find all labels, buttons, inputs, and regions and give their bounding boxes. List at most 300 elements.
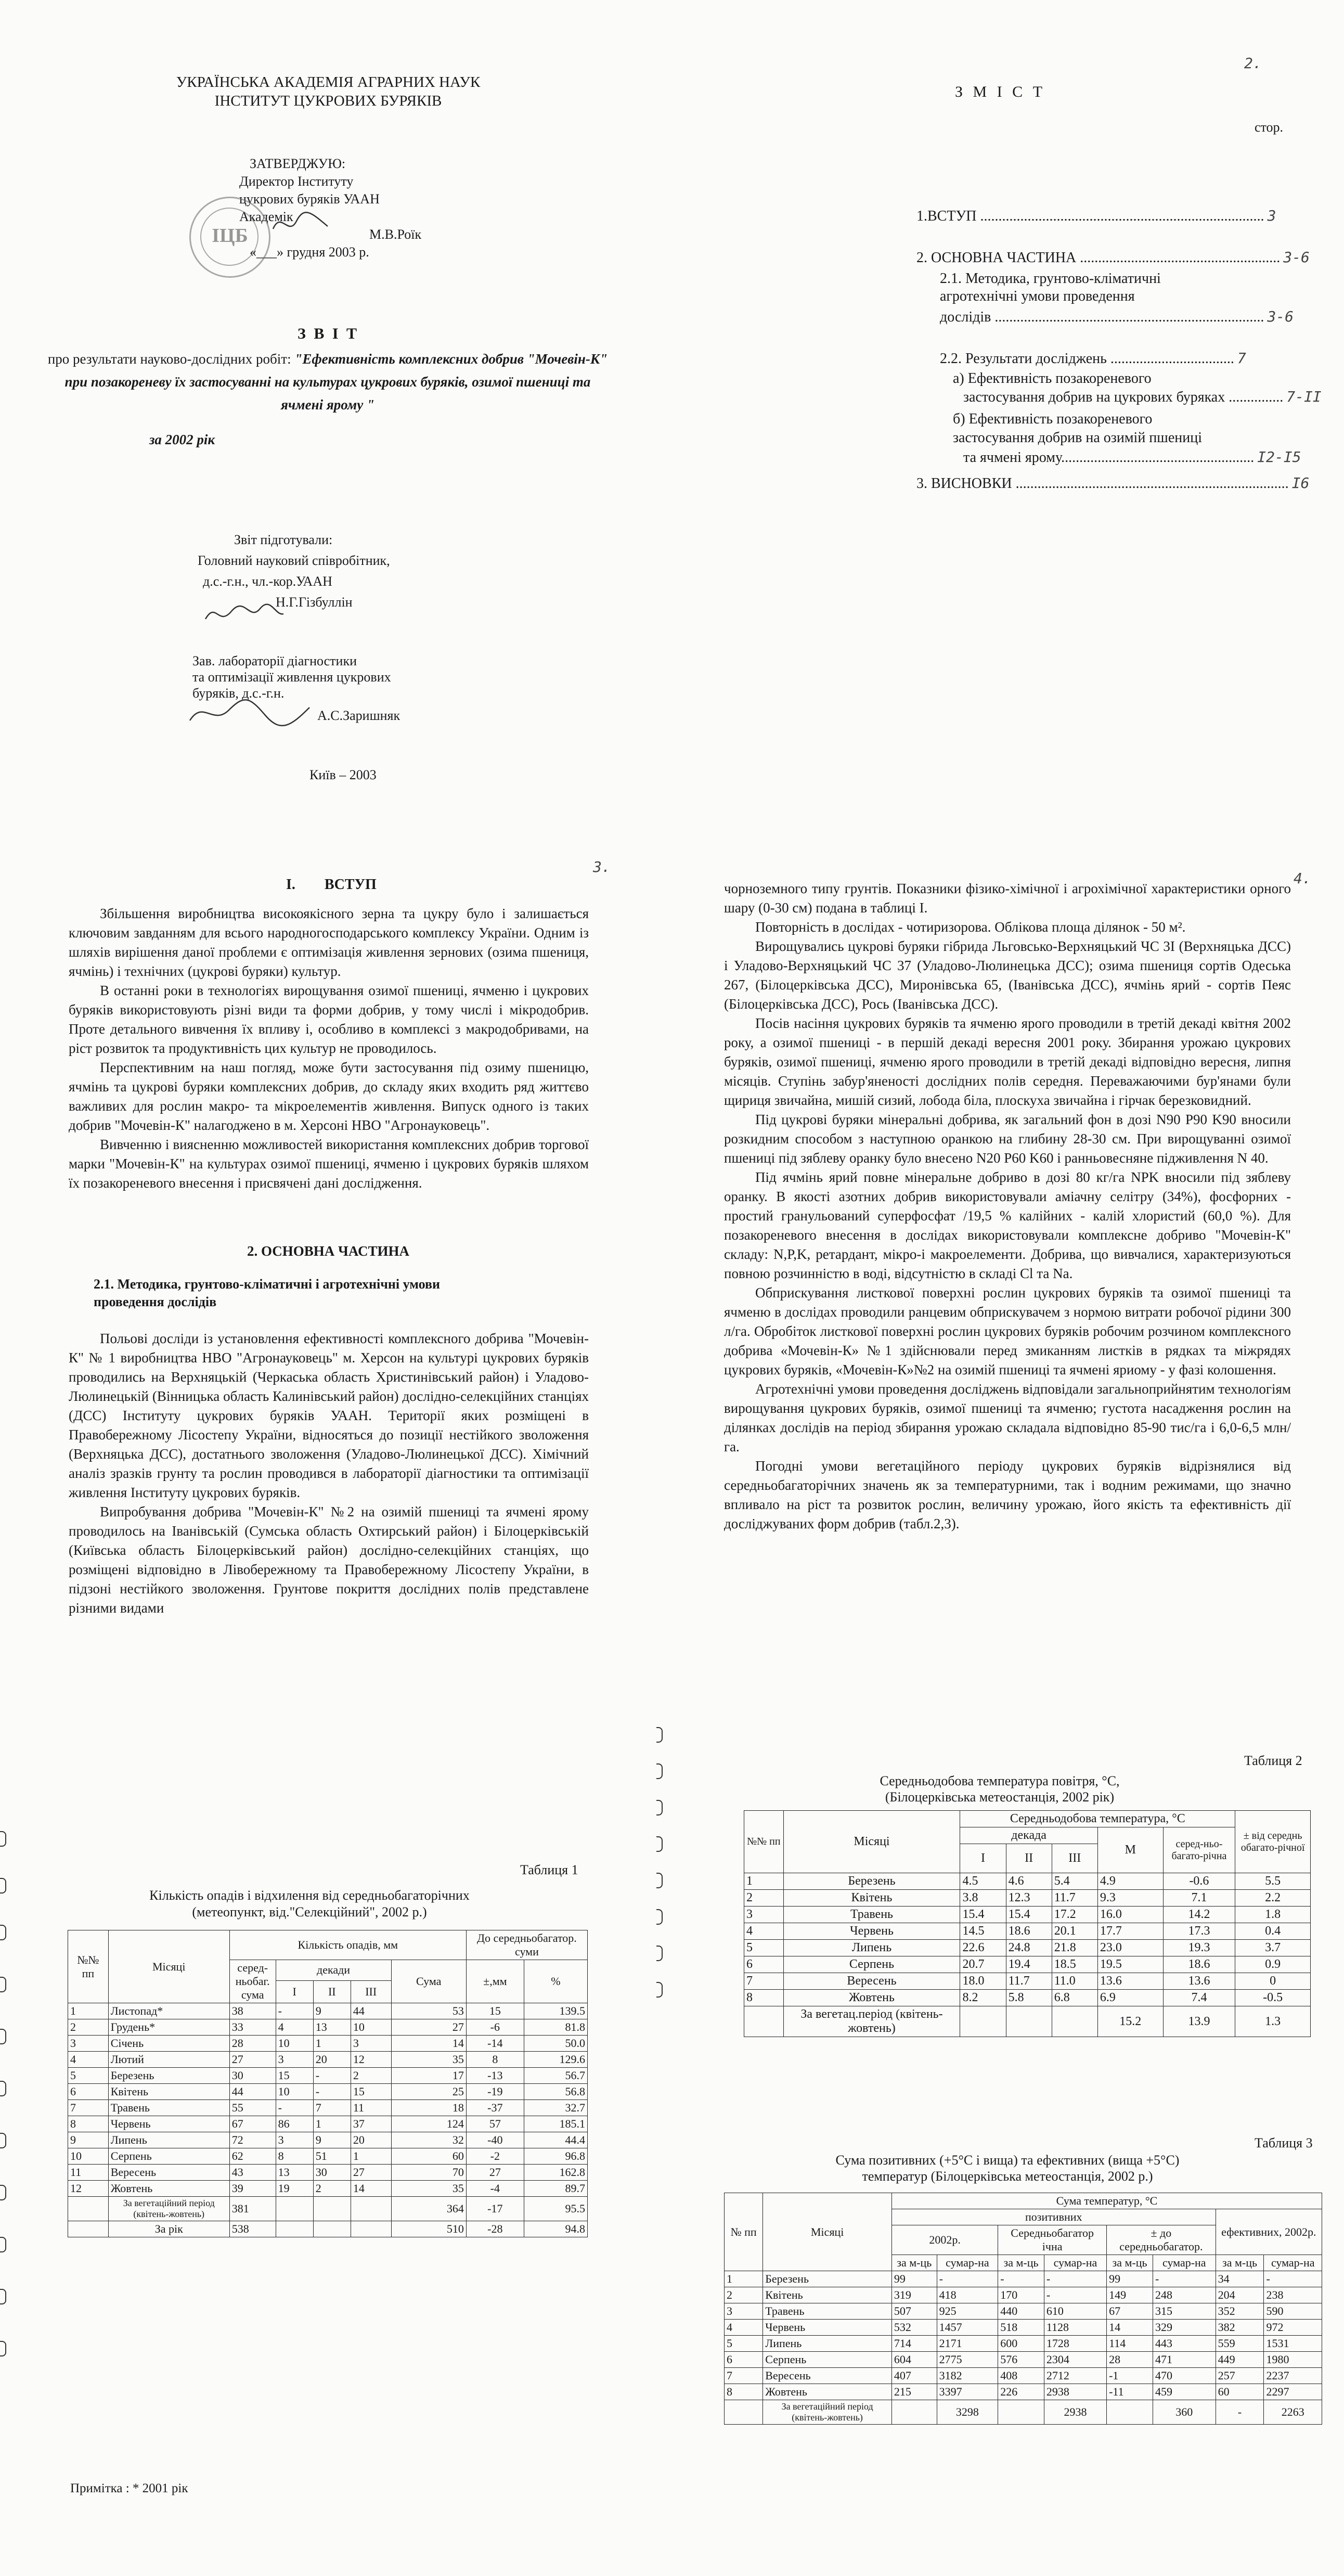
table-cell: 3.8 xyxy=(960,1890,1006,1907)
table-cell: 99 xyxy=(891,2271,937,2287)
table-cell: Серпень xyxy=(783,1956,960,1973)
table-cell: 35 xyxy=(391,2181,466,2197)
table-cell: 600 xyxy=(998,2336,1044,2352)
table-cell: 14.5 xyxy=(960,1923,1006,1940)
toc-item[interactable]: дослідів .......................................................................... 3-6 xyxy=(940,308,1294,325)
table-row xyxy=(744,1890,1311,1907)
paragraph: Посів насіння цукрових буряків та ячменю ярого проводили в третій декаді квітня 2002 року, а озимої пшениці - в першій декаді вересня 2001 року. Збирання урожаю цукрових буряків, озимої пшениці, ячменю ярого проводили в третій декаді відповідно вересня, липня місяців. Ступінь забур'яненості дослідних полів середня. Переважаючими бур'янами були щириця звичайна, мишій сизий, лобода біла, плоскуха звичайна і гірчак березковидний. xyxy=(724,1015,1291,1108)
table-cell: 3 xyxy=(276,2052,313,2068)
col-header: % xyxy=(524,1960,587,2003)
table-cell: 2 xyxy=(725,2287,763,2303)
table-row xyxy=(725,2287,1322,2303)
intro-page xyxy=(0,843,656,1706)
paragraph: Обприскування листкової поверхні рослин цукрових буряків та озимої пшениці та ячменю в дослідах проводили ранцевим обприскувачем з нормою витрати робочої рідини 300 л/га. Обробіток листкової поверхні рослин цукрових буряків робочим розчином комплексного добрива «Мочевін-К» №1 здійснювали перед змиканням листків в рядках та міжрядях цукрових буряків, «Мочевін-К»№2 на озимій пшениці та ячмені яриому - у фазі колошення. xyxy=(724,1285,1291,1377)
table-cell: 11.0 xyxy=(1052,1973,1097,1990)
table-cell: 15 xyxy=(276,2068,313,2084)
table-cell: 9 xyxy=(313,2003,351,2019)
section-heading: I. ВСТУП xyxy=(286,877,377,893)
table-cell: 13.6 xyxy=(1097,1973,1163,1990)
table-cell: 162.8 xyxy=(524,2165,587,2181)
page-number: 2. xyxy=(1244,55,1262,72)
author1-signature xyxy=(203,601,286,629)
table-cell: 470 xyxy=(1153,2368,1216,2384)
author1-position: Головний науковий співробітник, xyxy=(198,553,390,568)
table-cell: - xyxy=(1264,2271,1322,2287)
table-cell: 2171 xyxy=(937,2336,998,2352)
table-cell: 185.1 xyxy=(524,2116,587,2132)
table-cell: 6 xyxy=(68,2084,109,2100)
table-cell: -0.6 xyxy=(1163,1873,1235,1890)
table-cell: Червень xyxy=(763,2320,892,2336)
toc-list xyxy=(656,0,1344,843)
table-cell: 19.4 xyxy=(1006,1956,1052,1973)
col-header: II xyxy=(1006,1844,1052,1873)
table-cell: 15 xyxy=(351,2084,391,2100)
table-cell: 5.4 xyxy=(1052,1873,1097,1890)
table-cell: 44.4 xyxy=(524,2132,587,2148)
table-row xyxy=(68,2019,588,2036)
table-cell: Червень xyxy=(108,2116,229,2132)
table-cell: -1 xyxy=(1107,2368,1153,2384)
table-note: Примітка : * 2001 рік xyxy=(70,2481,188,2495)
table-cell: 129.6 xyxy=(524,2052,587,2068)
table-cell: 9 xyxy=(68,2132,109,2148)
table-cell: 559 xyxy=(1216,2336,1264,2352)
table-cell: 440 xyxy=(998,2303,1044,2320)
author2-signature xyxy=(187,694,312,731)
col-header: ефективних, 2002р. xyxy=(1216,2209,1322,2255)
paragraph: Перспективним на наш погляд, може бути застосування під озиму пшеницю, ячмінь та цукрові буряки комплексних добрив, до складу яких входить ряд життєво важливих для рослин макро- та мікроелементів живлення. Випуск одного із таких добрив "Мочевін-К" налагоджено в м. Херсоні НВО "Агронауковець". xyxy=(69,1060,589,1133)
table-cell: 315 xyxy=(1153,2303,1216,2320)
table-row xyxy=(68,2003,588,2019)
table-cell: 124 xyxy=(391,2116,466,2132)
table-cell: 2304 xyxy=(1044,2352,1106,2368)
table-row xyxy=(725,2336,1322,2352)
table-cell: 590 xyxy=(1264,2303,1322,2320)
table-cell: 518 xyxy=(998,2320,1044,2336)
table-cell: 3397 xyxy=(937,2384,998,2400)
table-cell: 319 xyxy=(891,2287,937,2303)
table-cell: 89.7 xyxy=(524,2181,587,2197)
table-cell: 5 xyxy=(744,1940,784,1956)
table-cell: Липень xyxy=(108,2132,229,2148)
table-row xyxy=(68,2181,588,2197)
table-cell: 18.6 xyxy=(1006,1923,1052,1940)
table-cell: 1128 xyxy=(1044,2320,1106,2336)
table-cell: 4.5 xyxy=(960,1873,1006,1890)
table-cell: 449 xyxy=(1216,2352,1264,2368)
col-header: ± до середньобагатор. xyxy=(1107,2225,1216,2255)
table-cell: 11 xyxy=(351,2100,391,2116)
table-cell: 7 xyxy=(725,2368,763,2384)
table-cell: 28 xyxy=(229,2036,276,2052)
col-header: I xyxy=(276,1980,313,2003)
table-cell: 37 xyxy=(351,2116,391,2132)
table-cell: 86 xyxy=(276,2116,313,2132)
table-cell: 8 xyxy=(466,2052,524,2068)
table-cell: 60 xyxy=(391,2148,466,2165)
table-cell: - xyxy=(1044,2287,1106,2303)
table-cell: 4 xyxy=(725,2320,763,2336)
table-cell: 11.7 xyxy=(1006,1973,1052,1990)
table-cell: - xyxy=(937,2271,998,2287)
col-header: ±,мм xyxy=(466,1960,524,2003)
table-cell: 13 xyxy=(276,2165,313,2181)
table-cell: 15.4 xyxy=(960,1907,1006,1923)
toc-item[interactable]: 2. ОСНОВНА ЧАСТИНА ....................................................... 3-6 xyxy=(916,249,1310,266)
table-row xyxy=(725,2303,1322,2320)
table-cell: 0 xyxy=(1235,1973,1311,1990)
table-cell: 2237 xyxy=(1264,2368,1322,2384)
table-cell: 329 xyxy=(1153,2320,1216,2336)
table-cell: 6.9 xyxy=(1097,1990,1163,2006)
toc-item[interactable]: та ячмені ярому..................................................... I2-I5 xyxy=(963,448,1301,466)
table-cell: 32.7 xyxy=(524,2100,587,2116)
toc-item[interactable]: 1.ВСТУП .............................................................................. 3 xyxy=(916,207,1276,224)
report-subject-intro: про результати науково-дослідних робіт: xyxy=(47,351,295,367)
col-header: I xyxy=(960,1844,1006,1873)
table-cell: 56.7 xyxy=(524,2068,587,2084)
table-cell: 1 xyxy=(313,2116,351,2132)
table-cell: 27 xyxy=(466,2165,524,2181)
approve-date: «___» грудня 2003 р. xyxy=(250,244,369,260)
table-cell: -4 xyxy=(466,2181,524,2197)
temperature-sums-table xyxy=(724,2193,1322,2425)
table-cell: 27 xyxy=(229,2052,276,2068)
stamp-text: ІЦБ xyxy=(212,225,248,247)
table-cell: 15 xyxy=(466,2003,524,2019)
table-cell: 21.8 xyxy=(1052,1940,1097,1956)
table-cell: 99 xyxy=(1107,2271,1153,2287)
table-cell: 3 xyxy=(351,2036,391,2052)
table-cell: 2938 xyxy=(1044,2384,1106,2400)
paragraph: Під цукрові буряки мінеральні добрива, як загальний фон в дозі N90 P90 K90 вносили розкидним способом з наступною оранкою на глибину 28-30 см. При вирощуванні озимої пшениці під зяблеву оранку було внесено N20 P60 K60 і ранньовесняне підживлення N 40. xyxy=(724,1112,1291,1166)
title-page xyxy=(0,0,656,843)
table-row xyxy=(744,1907,1311,1923)
table-cell: 33 xyxy=(229,2019,276,2036)
table-cell: 3 xyxy=(725,2303,763,2320)
table-cell: - xyxy=(1044,2271,1106,2287)
table-cell: 408 xyxy=(998,2368,1044,2384)
table-cell: 81.8 xyxy=(524,2019,587,2036)
table-row: За вегетаційний період (квітень-жовтень) 381 364 -17 95.5 xyxy=(68,2197,588,2221)
table-cell: Травень xyxy=(108,2100,229,2116)
table-cell: 0.9 xyxy=(1235,1956,1311,1973)
precipitation-table xyxy=(68,1930,588,2237)
table-cell: 24.8 xyxy=(1006,1940,1052,1956)
table-cell: 57 xyxy=(466,2116,524,2132)
table-title: Сума позитивних (+5°С і вища) та ефективних (вища +5°С) температур (Білоцерківська метеостанція, 2002 р.) xyxy=(835,2153,1180,2184)
table-cell: Червень xyxy=(783,1923,960,1940)
table-cell: Квітень xyxy=(783,1890,960,1907)
table-row xyxy=(68,2165,588,2181)
table-cell: 11.7 xyxy=(1052,1890,1097,1907)
table-cell: 96.8 xyxy=(524,2148,587,2165)
col-header: №№ пп xyxy=(744,1811,784,1873)
table-cell: 7.1 xyxy=(1163,1890,1235,1907)
table-cell: 14.2 xyxy=(1163,1907,1235,1923)
table-cell: 30 xyxy=(313,2165,351,2181)
table-cell: 18.5 xyxy=(1052,1956,1097,1973)
table-cell: 18.6 xyxy=(1163,1956,1235,1973)
table-cell: Грудень* xyxy=(108,2019,229,2036)
table-cell: 17.7 xyxy=(1097,1923,1163,1940)
authors-block xyxy=(198,530,390,613)
table-cell: Квітень xyxy=(108,2084,229,2100)
col-header: за м-ць xyxy=(1107,2255,1153,2271)
table-cell: 8 xyxy=(276,2148,313,2165)
table-row xyxy=(68,2116,588,2132)
toc-item[interactable]: 3. ВИСНОВКИ ........................................................................... I6 xyxy=(916,474,1310,492)
table-cell: Травень xyxy=(763,2303,892,2320)
table-cell: 12 xyxy=(68,2181,109,2197)
table-cell: 15.4 xyxy=(1006,1907,1052,1923)
col-header: Сума xyxy=(391,1960,466,2003)
table-cell: 12.3 xyxy=(1006,1890,1052,1907)
report-topic: "Ефективність комплексних добрив "Мочевін-К" при позакореневу їх застосуванні на культурах цукрових буряків, озимої пшениці та ячмені ярому " xyxy=(64,351,608,413)
table-cell: 8 xyxy=(68,2116,109,2132)
table-row xyxy=(744,1873,1311,1890)
table-row xyxy=(744,1973,1311,1990)
table-row xyxy=(744,1990,1311,2006)
table-cell: 215 xyxy=(891,2384,937,2400)
table-cell: 7 xyxy=(68,2100,109,2116)
page-number: 4. xyxy=(1294,870,1311,887)
author2-line: Зав. лабораторії діагностики xyxy=(192,653,357,668)
table-cell: 2775 xyxy=(937,2352,998,2368)
paragraph: Вирощувались цукрові буряки гібрида Льговсько-Верхняцький ЧС 3I (Верхняцька ДСС) і Уладово-Верхняцький ЧС 37 (Уладово-Люлинецька ДСС); озима пшениця сортів Одеська 267, (Білоцерківська ДСС), Миронівська 65, (Іванівська ДСС), ячмінь ярий - сортів Пеяс (Білоцерківська ДСС), Рось (Іванівська ДСС). xyxy=(724,938,1291,1012)
report-title: З В І Т xyxy=(297,325,359,342)
table-cell: 67 xyxy=(229,2116,276,2132)
table-cell: Жовтень xyxy=(108,2181,229,2197)
table-row xyxy=(744,1940,1311,1956)
intro-text xyxy=(69,904,589,1193)
table-cell: 418 xyxy=(937,2287,998,2303)
col-header: сумар-на xyxy=(1264,2255,1322,2271)
table-cell: 18.0 xyxy=(960,1973,1006,1990)
table-cell: 38 xyxy=(229,2003,276,2019)
col-header: Середньобагатор ічна xyxy=(998,2225,1107,2255)
table-cell: 20 xyxy=(351,2132,391,2148)
table-cell: 70 xyxy=(391,2165,466,2181)
table-cell: 507 xyxy=(891,2303,937,2320)
approver-line: цукрових буряків УААН xyxy=(239,191,380,207)
table-cell: 1 xyxy=(68,2003,109,2019)
table-cell: 62 xyxy=(229,2148,276,2165)
table-cell: Липень xyxy=(763,2336,892,2352)
table-cell: 1980 xyxy=(1264,2352,1322,2368)
table-row xyxy=(725,2320,1322,2336)
table-cell: 8 xyxy=(725,2384,763,2400)
table-cell: 2 xyxy=(351,2068,391,2084)
table-cell: Березень xyxy=(763,2271,892,2287)
table-cell: 972 xyxy=(1264,2320,1322,2336)
table-cell: 2 xyxy=(68,2019,109,2036)
table-cell: 604 xyxy=(891,2352,937,2368)
table-cell: 22.6 xyxy=(960,1940,1006,1956)
toc-item: 2.1. Методика, грунтово-кліматичні xyxy=(940,271,1161,287)
col-header: за м-ць xyxy=(1216,2255,1264,2271)
col-header: сумар-на xyxy=(1153,2255,1216,2271)
table-cell: 204 xyxy=(1216,2287,1264,2303)
paragraph: В останні роки в технологіях вирощування озимої пшениці, ячменю і цукрових буряків використовують різні види та форми добрив, у тому числі і мікродобрив. Проте детального вивчення їх впливу і, особливо в комплексі з макродобривами, на ріст розвиток та продуктивність цих культур не проводилось. xyxy=(69,983,589,1056)
table-label: Таблиця 1 xyxy=(520,1862,578,1877)
table-cell: 238 xyxy=(1264,2287,1322,2303)
table-cell: -0.5 xyxy=(1235,1990,1311,2006)
table-cell: 20.7 xyxy=(960,1956,1006,1973)
col-header: Місяці xyxy=(763,2193,892,2271)
table-cell: 0.4 xyxy=(1235,1923,1311,1940)
table-row xyxy=(725,2368,1322,2384)
col-header: декади xyxy=(276,1960,391,1981)
toc-item: застосування добрив на озимій пшениці xyxy=(953,430,1203,446)
toc-item: а) Ефективність позакореневого xyxy=(953,370,1152,387)
table-cell: 50.0 xyxy=(524,2036,587,2052)
table-cell: 30 xyxy=(229,2068,276,2084)
table-cell: - xyxy=(313,2068,351,2084)
table-cell: 32 xyxy=(391,2132,466,2148)
col-header: №№ пп xyxy=(68,1930,109,2003)
paragraph: Збільшення виробництва високоякісного зерна та цукру було і залишається ключовим завданням для всього народногосподарського комплексу України. Одним із шляхів вирішення даної проблеми є оптимізація живлення зернових (озима пшениця, ячмінь) і технічних (цукрові буряки) культур. xyxy=(69,906,589,979)
table-cell: - xyxy=(276,2003,313,2019)
table-cell: Серпень xyxy=(108,2148,229,2165)
table-cell: 3.7 xyxy=(1235,1940,1311,1956)
methods-text xyxy=(69,1329,589,1618)
table-cell: 17.3 xyxy=(1163,1923,1235,1940)
table-cell: 714 xyxy=(891,2336,937,2352)
approve-label: ЗАТВЕРДЖУЮ: xyxy=(250,156,346,171)
col-header: Середньодобова температура, °С xyxy=(960,1811,1235,1827)
institute-name: ІНСТИТУТ ЦУКРОВИХ БУРЯКІВ xyxy=(214,93,442,109)
table-cell: 1 xyxy=(351,2148,391,2165)
table-cell: 257 xyxy=(1216,2368,1264,2384)
table-cell: 1457 xyxy=(937,2320,998,2336)
table-row xyxy=(68,2036,588,2052)
col-header: М xyxy=(1097,1827,1163,1873)
toc-item: б) Ефективність позакореневого xyxy=(953,411,1153,427)
table-label: Таблиця 3 xyxy=(1255,2135,1313,2150)
table-cell: 610 xyxy=(1044,2303,1106,2320)
table-cell: 8 xyxy=(744,1990,784,2006)
table-cell: 3 xyxy=(744,1907,784,1923)
table-cell: 19.5 xyxy=(1097,1956,1163,1973)
toc-item[interactable]: 2.2. Результати досліджень .................................. 7 xyxy=(940,350,1246,367)
table-cell: 3 xyxy=(276,2132,313,2148)
table-cell: -2 xyxy=(466,2148,524,2165)
table-cell: 5.8 xyxy=(1006,1990,1052,2006)
author2-line: та оптимізації живлення цукрових xyxy=(192,669,391,685)
table-cell: 14 xyxy=(391,2036,466,2052)
table-cell: 352 xyxy=(1216,2303,1264,2320)
table-cell: - xyxy=(1153,2271,1216,2287)
methods-continued-text xyxy=(724,879,1291,1534)
table-cell: 25 xyxy=(391,2084,466,2100)
table-row: За вегетаційний період (квітень-жовтень) 3298 2938 360 - 2263 xyxy=(725,2400,1322,2425)
table-cell: 4.6 xyxy=(1006,1873,1052,1890)
table-row xyxy=(68,2084,588,2100)
table-cell: 1.8 xyxy=(1235,1907,1311,1923)
col-header: декада xyxy=(960,1827,1097,1844)
table-cell: Липень xyxy=(783,1940,960,1956)
col-header: за м-ць xyxy=(998,2255,1044,2271)
table-cell: Вересень xyxy=(783,1973,960,1990)
table-cell: 17.2 xyxy=(1052,1907,1097,1923)
table-cell: 4 xyxy=(68,2052,109,2068)
table-cell: 576 xyxy=(998,2352,1044,2368)
table-cell: 139.5 xyxy=(524,2003,587,2019)
table-label: Таблиця 2 xyxy=(1244,1753,1302,1768)
table-cell: 4.9 xyxy=(1097,1873,1163,1890)
table-cell: 10 xyxy=(276,2036,313,2052)
table-cell: 248 xyxy=(1153,2287,1216,2303)
table-cell: 12 xyxy=(351,2052,391,2068)
table-row xyxy=(725,2384,1322,2400)
table-cell: Вересень xyxy=(108,2165,229,2181)
table-cell: 34 xyxy=(1216,2271,1264,2287)
col-header: Місяці xyxy=(783,1811,960,1873)
col-header: серед-ньобаг. сума xyxy=(229,1960,276,2003)
table-cell: 5 xyxy=(725,2336,763,2352)
table-cell: 72 xyxy=(229,2132,276,2148)
toc-item: агротехнічні умови проведення xyxy=(940,288,1135,304)
table-cell: 19.3 xyxy=(1163,1940,1235,1956)
table-cell: 56.8 xyxy=(524,2084,587,2100)
approver-line: Академік xyxy=(239,209,293,224)
prepared-label: Звіт підготували: xyxy=(234,532,333,547)
table-body xyxy=(744,1873,1311,2006)
table-cell: 7 xyxy=(313,2100,351,2116)
table-cell: 14 xyxy=(1107,2320,1153,2336)
table-cell: 5 xyxy=(68,2068,109,2084)
table-cell: 6 xyxy=(744,1956,784,1973)
table-cell: -6 xyxy=(466,2019,524,2036)
table-cell: 39 xyxy=(229,2181,276,2197)
toc-title: З М І С Т xyxy=(954,83,1046,100)
table-cell: Січень xyxy=(108,2036,229,2052)
table-cell: 7.4 xyxy=(1163,1990,1235,2006)
table-cell: 11 xyxy=(68,2165,109,2181)
table-cell: Травень xyxy=(783,1907,960,1923)
table-cell: 6.8 xyxy=(1052,1990,1097,2006)
col-header: III xyxy=(1052,1844,1097,1873)
table-cell: 6 xyxy=(725,2352,763,2368)
table-cell: 28 xyxy=(1107,2352,1153,2368)
col-header: сумар-на xyxy=(1044,2255,1106,2271)
table-cell: 67 xyxy=(1107,2303,1153,2320)
table-cell: 459 xyxy=(1153,2384,1216,2400)
table-row xyxy=(68,2132,588,2148)
table-cell: 2.2 xyxy=(1235,1890,1311,1907)
table-body xyxy=(725,2271,1322,2400)
table-cell: 1 xyxy=(725,2271,763,2287)
table-cell: 10 xyxy=(276,2084,313,2100)
author2-line: буряків, д.с.-г.н. xyxy=(192,686,285,701)
table-cell: 55 xyxy=(229,2100,276,2116)
paragraph: Під ячмінь ярий повне мінеральне добриво в дозі 80 кг/га NPK вносили під зяблеву оранку. В якості азотних добрив використовували аміачну селітру (34%), фосфорних - простий гранульований суперфосфат /19,5 % калійних - калій хлористий (60,0 %). Для позакореневого внесення в дослідах використовували комплексне добриво "Мочевін-К" складу: N,P,K, ретардант, мікро-і макроелементи. Добрива, що вивчалися, характеризуються повною розчинністю в воді, відсутністю в складі Cl та Na. xyxy=(724,1169,1291,1281)
table-row xyxy=(68,2052,588,2068)
table-cell: 407 xyxy=(891,2368,937,2384)
table-row xyxy=(68,2068,588,2084)
toc-item[interactable]: застосування добрив на цукрових буряках ............... 7-II xyxy=(963,388,1322,405)
methods-page xyxy=(656,843,1344,1706)
table-cell: 1 xyxy=(313,2036,351,2052)
table-cell: 20.1 xyxy=(1052,1923,1097,1940)
approver-line: Директор Інституту xyxy=(239,174,354,189)
report-year: за 2002 рік xyxy=(149,432,215,447)
table-cell: Вересень xyxy=(763,2368,892,2384)
paragraph: Агротехнічні умови проведення досліджень відповідали загальноприйнятим технологіям вирощування цукрових буряків, озимої пшениці та ячменю; густота насадження рослин на ділянках дослідів на період збирання урожаю складала відповідно 85-90 тис/га і 6,0-6,5 млн/га. xyxy=(724,1381,1291,1454)
table-cell: 19 xyxy=(276,2181,313,2197)
